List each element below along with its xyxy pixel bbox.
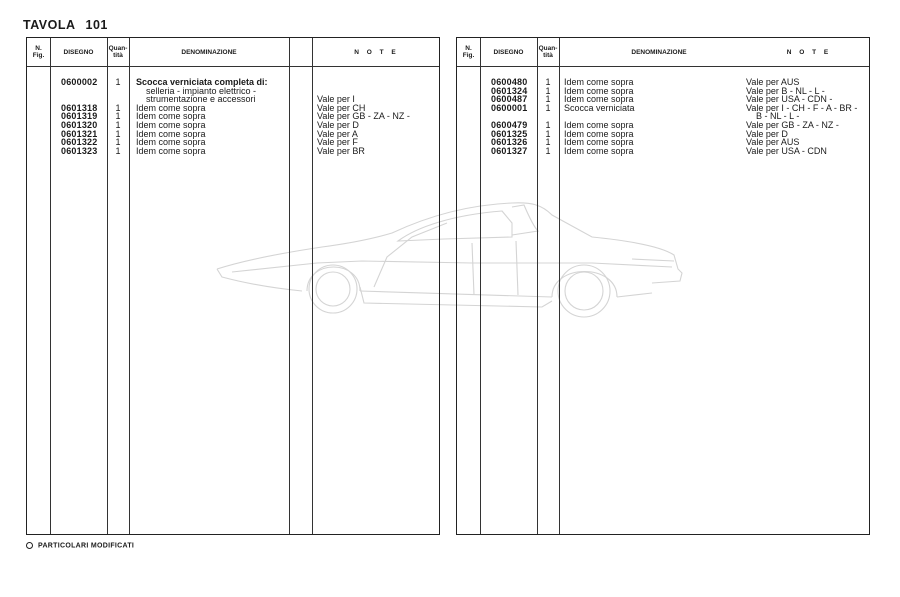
cell-qty: 1 — [115, 119, 121, 130]
cell-note: Vale per GB - ZA - NZ - — [317, 111, 410, 122]
cell-note: B - NL - L - — [756, 111, 800, 122]
parts-table-left — [26, 37, 440, 535]
cell-desc: Idem come sopra — [564, 145, 634, 156]
cell-qty: 1 — [545, 77, 551, 87]
cell-note: Vale per BR — [317, 145, 365, 156]
cell-qty: 1 — [545, 85, 551, 96]
cell-desc: Idem come sopra — [564, 85, 634, 96]
header-fig: N. Fig. — [462, 45, 475, 59]
cell-qty: 1 — [115, 137, 121, 148]
cell-code: 0600479 — [491, 119, 528, 130]
header-disegno: DISEGNO — [63, 48, 94, 56]
cell-code: 0601318 — [61, 102, 98, 113]
cell-code: 0601320 — [61, 119, 98, 130]
cell-desc: Idem come sopra — [136, 102, 206, 113]
cell-note: Vale per A — [317, 128, 358, 139]
cell-desc: Idem come sopra — [564, 137, 634, 148]
cell-qty: 1 — [545, 137, 551, 148]
cell-note: Vale per CH — [317, 102, 366, 113]
cell-desc: strumentazione e accessori — [146, 94, 256, 105]
cell-qty: 1 — [545, 119, 551, 130]
cell-qty: 1 — [115, 77, 121, 87]
header-denominazione: DENOMINAZIONE — [631, 48, 687, 56]
table-row — [27, 147, 439, 156]
cell-note: Vale per GB - ZA - NZ - — [746, 119, 839, 130]
cell-desc: Idem come sopra — [136, 145, 206, 156]
cell-desc: Idem come sopra — [136, 128, 206, 139]
cell-desc: Idem come sopra — [136, 137, 206, 148]
cell-note: Vale per I - CH - F - A - BR - — [746, 102, 858, 113]
cell-code: 0601323 — [61, 145, 98, 156]
cell-code: 0601322 — [61, 137, 98, 148]
cell-qty: 1 — [545, 102, 551, 113]
cell-note: Vale per I — [317, 94, 355, 105]
parts-table-right — [456, 37, 870, 535]
cell-desc: Idem come sopra — [564, 94, 634, 105]
header-note: N O T E — [354, 48, 399, 56]
cell-desc: Scocca verniciata completa di: — [136, 77, 268, 87]
cell-note: Vale per AUS — [746, 137, 800, 148]
cell-code: 0601326 — [491, 137, 528, 148]
cell-code: 0600487 — [491, 94, 528, 105]
cell-desc: Idem come sopra — [136, 119, 206, 130]
cell-note: Vale per F — [317, 137, 358, 148]
cell-note: Vale per USA - CDN - — [746, 94, 833, 105]
cell-qty: 1 — [545, 145, 551, 156]
cell-desc: Idem come sopra — [564, 119, 634, 130]
cell-code: 0601324 — [491, 85, 528, 96]
page-title — [23, 18, 114, 32]
cell-qty: 1 — [115, 102, 121, 113]
rows-left — [27, 78, 439, 155]
cell-note: Vale per AUS — [746, 77, 800, 87]
rows-right — [457, 78, 869, 155]
header-fig: N. Fig. — [32, 45, 45, 59]
header-qty: Quan- tità — [538, 45, 558, 59]
cell-desc: Idem come sopra — [136, 111, 206, 122]
cell-code: 0601319 — [61, 111, 98, 122]
modified-marker-icon — [26, 542, 33, 549]
header-disegno: DISEGNO — [493, 48, 524, 56]
cell-qty: 1 — [545, 128, 551, 139]
table-row — [457, 104, 869, 113]
header-note: N O T E — [786, 48, 832, 56]
cell-qty: 1 — [545, 94, 551, 105]
page-title-label: TAVOLA — [23, 18, 76, 32]
header-denominazione: DENOMINAZIONE — [181, 48, 237, 56]
cell-qty: 1 — [115, 111, 121, 122]
page-title-number: 101 — [85, 18, 108, 32]
cell-code: 0600002 — [61, 77, 98, 87]
table-row — [457, 147, 869, 156]
cell-note: Vale per USA - CDN — [746, 145, 827, 156]
cell-note: Vale per D — [746, 128, 788, 139]
cell-note: Vale per D — [317, 119, 359, 130]
cell-desc: Scocca verniciata — [564, 102, 635, 113]
cell-qty: 1 — [115, 128, 121, 139]
cell-code: 0600001 — [491, 102, 528, 113]
cell-note: Vale per B - NL - L - — [746, 85, 825, 96]
footer-legend — [26, 542, 134, 549]
cell-desc: selleria - impianto elettrico - — [146, 85, 257, 96]
cell-code: 0601321 — [61, 128, 98, 139]
footer-text: PARTICOLARI MODIFICATI — [38, 542, 135, 550]
header-qty: Quan- tità — [108, 45, 128, 59]
cell-qty: 1 — [115, 145, 121, 156]
cell-desc: Idem come sopra — [564, 77, 634, 87]
cell-code: 0601325 — [491, 128, 528, 139]
cell-desc: Idem come sopra — [564, 128, 634, 139]
cell-code: 0600480 — [491, 77, 528, 87]
cell-code: 0601327 — [491, 145, 528, 156]
